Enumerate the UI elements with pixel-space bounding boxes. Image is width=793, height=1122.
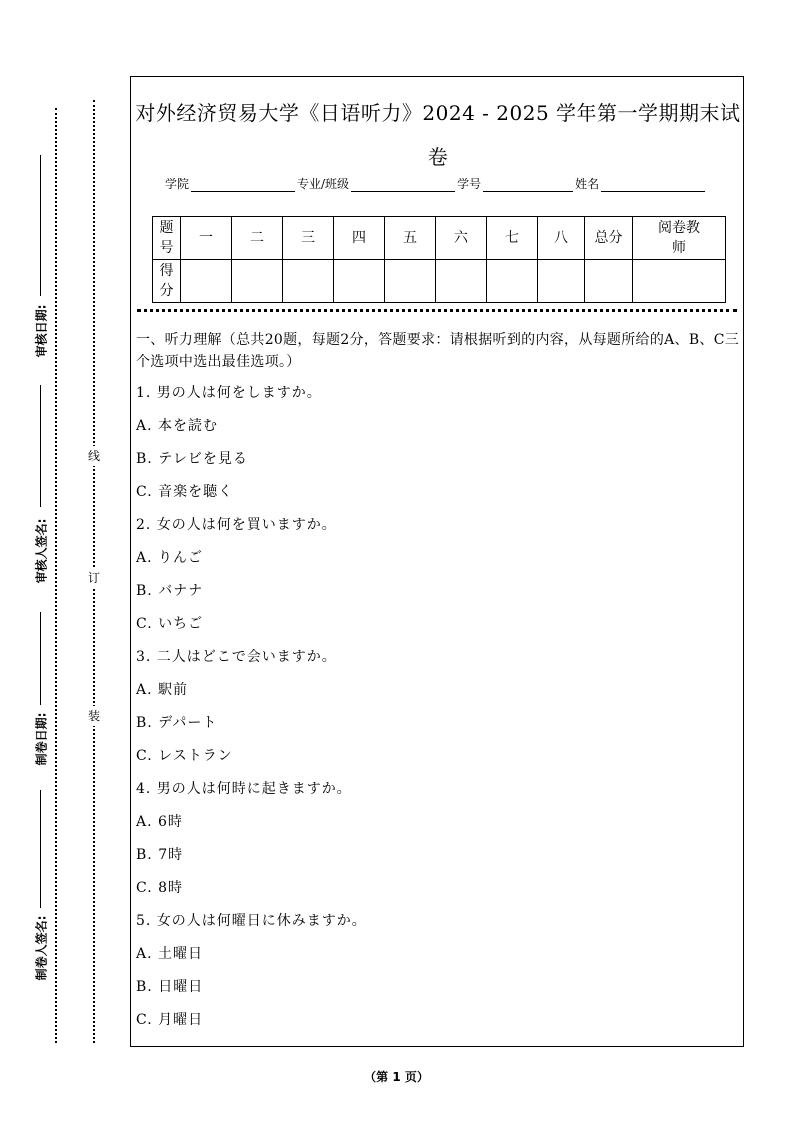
option-1b: B. テレビを見る: [136, 451, 248, 467]
college-label: 学院: [165, 177, 190, 191]
binding-char-ding: 订: [86, 568, 102, 588]
question-5: 5. 女の人は何曜日に休みますか。: [136, 913, 367, 929]
reviewer-signature-cell[interactable]: [633, 260, 726, 303]
name-field[interactable]: [601, 179, 705, 192]
score-cell[interactable]: [385, 260, 436, 303]
major-class-label: 专业/班级: [297, 177, 350, 191]
student-info-row: [165, 175, 707, 192]
score-cell[interactable]: [181, 260, 232, 303]
binding-char-zhuang: 装: [86, 706, 102, 726]
option-4c: C. 8時: [136, 880, 184, 896]
dotted-separator: [137, 309, 737, 312]
reviewer-header: 阅卷教师: [633, 217, 726, 260]
college-field[interactable]: [191, 179, 295, 192]
score-cell[interactable]: [232, 260, 283, 303]
question-3: 3. 二人はどこで会いますか。: [136, 649, 337, 665]
option-4b: B. 7時: [136, 847, 184, 863]
score-cell[interactable]: [436, 260, 487, 303]
listening-section: [136, 329, 741, 1042]
name-label: 姓名: [575, 177, 600, 191]
option-5b: B. 日曜日: [136, 979, 204, 995]
section-instruction: 一、听力理解（总共20题，每题2分，答题要求：请根据听到的内容，从每题所给的A、B、C三个选项中选出最佳选项。）: [136, 332, 740, 370]
col-6: 六: [436, 217, 487, 260]
col-3: 三: [283, 217, 334, 260]
review-date-line: [40, 155, 41, 296]
student-id-label: 学号: [457, 177, 482, 191]
question-4: 4. 男の人は何時に起きますか。: [136, 781, 352, 797]
option-3a: A. 駅前: [136, 682, 189, 698]
option-2b: B. バナナ: [136, 583, 204, 599]
exam-date-line: [40, 612, 41, 705]
exam-frame: [130, 76, 744, 1047]
exam-date-label: 制卷日期:: [34, 712, 49, 766]
option-5a: A. 土曜日: [136, 946, 204, 962]
margin-dotted-line: [55, 108, 57, 1043]
review-date-label: 审核日期:: [34, 304, 49, 358]
col-5: 五: [385, 217, 436, 260]
binding-char-xian: 线: [86, 446, 102, 466]
exam-author-signature-line: [40, 790, 41, 908]
score-cell[interactable]: [334, 260, 385, 303]
question-1: 1. 男の人は何をしますか。: [136, 385, 322, 401]
option-3b: B. デパート: [136, 715, 218, 731]
col-4: 四: [334, 217, 385, 260]
col-1: 一: [181, 217, 232, 260]
student-id-field[interactable]: [483, 179, 573, 192]
option-4a: A. 6時: [136, 814, 183, 830]
option-1a: A. 本を読む: [136, 418, 219, 434]
option-1c: C. 音楽を聴く: [136, 484, 234, 500]
col-7: 七: [487, 217, 538, 260]
score-table: [152, 216, 726, 303]
score-cell[interactable]: [487, 260, 538, 303]
exam-author-signature-label: 制卷人签名:: [34, 915, 49, 981]
reviewer-signature-label: 审核人签名:: [34, 518, 49, 584]
option-3c: C. レストラン: [136, 748, 233, 764]
score-cell[interactable]: [538, 260, 585, 303]
option-5c: C. 月曜日: [136, 1012, 204, 1028]
total-score-cell[interactable]: [585, 260, 633, 303]
score-row-header: 得分: [153, 260, 181, 303]
option-2c: C. いちご: [136, 616, 204, 632]
exam-title: 对外经济贸易大学《日语听力》2024 - 2025 学年第一学期期末试卷: [135, 101, 741, 169]
col-total: 总分: [585, 217, 633, 260]
major-class-field[interactable]: [351, 179, 455, 192]
score-cell[interactable]: [283, 260, 334, 303]
score-value-row: [153, 260, 726, 303]
col-8: 八: [538, 217, 585, 260]
reviewer-signature-line: [40, 385, 41, 507]
col-2: 二: [232, 217, 283, 260]
option-2a: A. りんご: [136, 550, 204, 566]
score-header-row: [153, 217, 726, 260]
page-number: （第 1 页）: [364, 1070, 429, 1084]
question-2: 2. 女の人は何を買いますか。: [136, 517, 337, 533]
question-number-header: 题号: [153, 217, 181, 260]
